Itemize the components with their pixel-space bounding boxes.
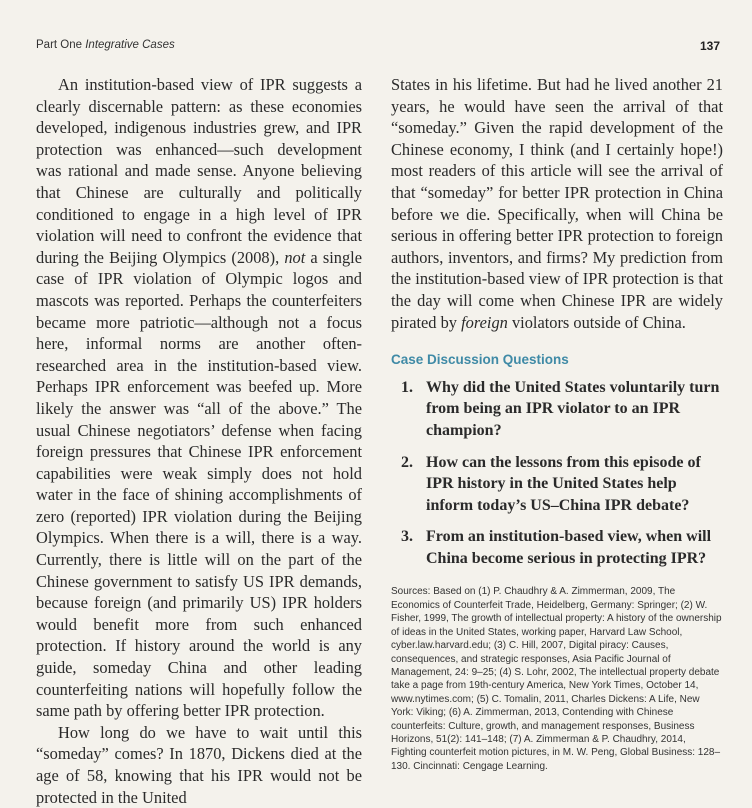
discussion-questions <box>391 377 723 570</box>
right-column <box>391 74 723 773</box>
sources-note: Sources: Based on (1) P. Chaudhry & A. Zimmerman, 2009, The Economics of Counterfeit Trade, Heidelberg, Germany: Springer; (2) W. Fisher, 1999, The growth of intellectual property: A history of the ownership of ideas in the United States, working paper, Harvard Law School, cyber.law.harvard.edu; (3) C. Hill, 2007, Digital piracy: Causes, consequences, and strategic responses, Asia Pacific Journal of Management, 24: 9–25; (4) S. Lohr, 2002, The intellectual property debate take a page from 19th-century America, New York Times, October 14, www.nytimes.com; (5) C. Tomalin, 2011, Charles Dickens: A Life, New York: Viking; (6) A. Zimmerman, 2013, Contending with Chinese counterfeits: Culture, growth, and management responses, Business Horizons, 51(2): 141–148; (7) A. Zimmerman & P. Chaudhry, 2014, Fighting counterfeit motion pictures, in M. W. Peng, Global Business: 128–130. Cincinnati: Cengage Learning. <box>391 586 722 772</box>
section-label: Integrative Cases <box>85 39 175 51</box>
paragraph-how-long: How long do we have to wait until this “someday” comes? In 1870, Dickens died at the age of 58, knowing that his IPR would not be protected in the United <box>36 722 362 807</box>
paragraph-ipr-pattern: An institution-based view of IPR suggests a clearly discernable pattern: as these economies developed, indigenous industries grew, and IPR protection was enhanced—such development was rational and made sense. Anyone believing that Chinese are culturally and politically conditioned to engage in a high level of IPR violation will need to confront the evidence that during the Beijing Olympics (2008), not a single case of IPR violation of Olympic logos and mascots was reported. Perhaps the counterfeiters became more patriotic—although not a focus here, informal norms are another often-researched area in the institution-based view. Perhaps IPR enforcement was beefed up. More likely the answer was “all of the above.” The usual Chinese negotiators’ defense when facing foreign pressures that Chinese IPR enforcement capabilities were weak simply does not hold water in the face of shining accomplishments of zero (reported) IPR violation during the Beijing Olympics. When there is a will, there is a way. Currently, there is little will on the part of the Chinese government to satisfy US IPR demands, because foreign (and primarily US) IPR holders would benefit more from such enhanced protection. If history around the world is any guide, someday China and other leading counterfeiting nations will hopefully follow the same path by offering better IPR protection. <box>36 75 362 721</box>
emphasis-foreign: foreign <box>461 312 508 332</box>
running-header <box>36 39 175 51</box>
question-item: 1. Why did the United States voluntarily turn from being an IPR violator to an IPR champion? <box>401 378 720 439</box>
emphasis-not: not <box>284 247 306 267</box>
page-number: 137 <box>700 39 721 53</box>
left-column <box>36 74 362 808</box>
question-item: 2. How can the lessons from this episode of IPR history in the United States help inform today’s US–China IPR debate? <box>401 453 701 514</box>
paragraph-dickens-continued: States in his lifetime. But had he lived another 21 years, he would have seen the arrival of that “someday.” Given the rapid development of the Chinese economy, I think (and I certainly hope!) most readers of this article will see the arrival of that “someday” for better IPR protection in China before we die. Specifically, when will China be serious in offering better IPR protection to foreign authors, inventors, and firms? My prediction from the institution-based view of IPR protection is that the day will come when Chinese IPR are widely pirated by foreign violators outside of China. <box>391 75 723 332</box>
question-item: 3. From an institution-based view, when will China become serious in protecting IPR? <box>401 528 712 567</box>
case-discussion-heading: Case Discussion Questions <box>391 352 569 368</box>
part-label: Part One <box>36 39 83 51</box>
